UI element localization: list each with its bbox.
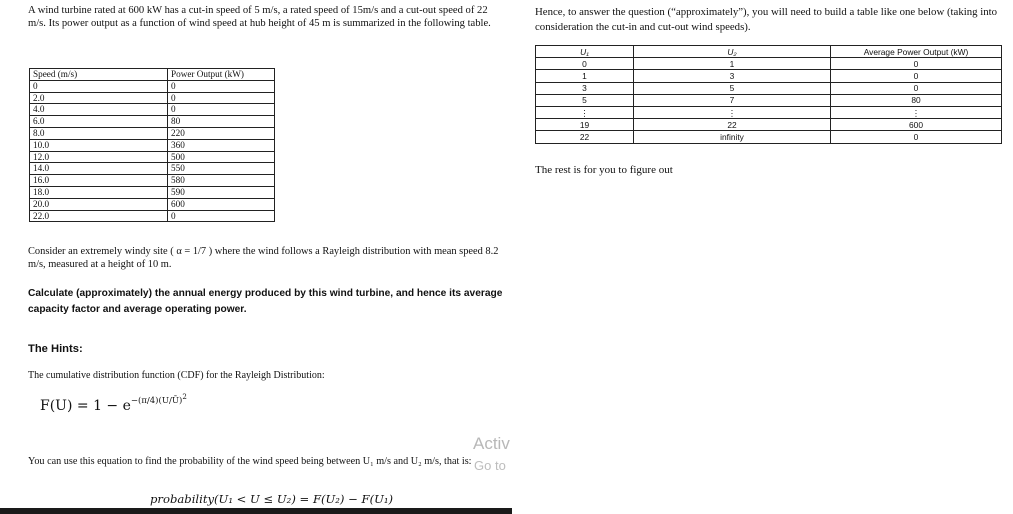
question-text: Calculate (approximately) the annual energy produced by this wind turbine, and hence its average capacity factor and average operating power. xyxy=(28,288,503,316)
avg-power-cell: ⋮ xyxy=(831,106,1002,118)
speed-cell: 8.0 xyxy=(30,127,168,139)
power-column-header: Power Output (kW) xyxy=(168,69,275,81)
power-cell: 0 xyxy=(168,210,275,222)
goto-watermark: Go to xyxy=(474,458,506,473)
table-row xyxy=(536,82,1002,94)
problem-intro: A wind turbine rated at 600 kW has a cut-in speed of 5 m/s, a rated speed of 15m/s and a cut-out speed of 22 m/s. Its power output as a function of wind speed at hub height of 45 m is summarized in the following table. xyxy=(28,5,491,30)
speed-cell: 16.0 xyxy=(30,175,168,187)
table-row xyxy=(536,58,1002,70)
table-row xyxy=(30,186,275,198)
avg-power-cell: 0 xyxy=(831,82,1002,94)
table-row xyxy=(30,210,275,222)
power-cell: 360 xyxy=(168,139,275,151)
table-row xyxy=(536,106,1002,118)
power-cell: 550 xyxy=(168,163,275,175)
avg-power-cell: 80 xyxy=(831,94,1002,106)
speed-cell: 0 xyxy=(30,80,168,92)
speed-cell: 20.0 xyxy=(30,198,168,210)
u2-cell: infinity xyxy=(634,131,831,143)
bottom-edge-bar xyxy=(0,508,512,514)
speed-cell: 6.0 xyxy=(30,116,168,128)
u2-cell: 1 xyxy=(634,58,831,70)
u1-cell: ⋮ xyxy=(536,106,634,118)
speed-range-table xyxy=(535,45,1002,144)
u1-cell: 19 xyxy=(536,119,634,131)
avg-power-cell: 0 xyxy=(831,131,1002,143)
cdf-formula-lhs: F(U) = 1 − e xyxy=(40,398,131,414)
u1-cell: 0 xyxy=(536,58,634,70)
table-row xyxy=(30,175,275,187)
table-row xyxy=(30,116,275,128)
u2-cell: ⋮ xyxy=(634,106,831,118)
avg-power-column-header: Average Power Output (kW) xyxy=(831,46,1002,58)
power-cell: 0 xyxy=(168,92,275,104)
cdf-description: The cumulative distribution function (CDF) for the Rayleigh Distribution: xyxy=(28,370,325,381)
u2-cell: 7 xyxy=(634,94,831,106)
table-row xyxy=(30,104,275,116)
range-header-row xyxy=(536,46,1002,58)
u2-cell: 22 xyxy=(634,119,831,131)
cdf-exponent-body: −(π/4)(U/Ū) xyxy=(130,396,183,406)
speed-cell: 2.0 xyxy=(30,92,168,104)
power-cell: 600 xyxy=(168,198,275,210)
avg-power-cell: 600 xyxy=(831,119,1002,131)
power-cell: 590 xyxy=(168,186,275,198)
table-row xyxy=(30,163,275,175)
table-row xyxy=(30,92,275,104)
u1-cell: 3 xyxy=(536,82,634,94)
table-row xyxy=(30,151,275,163)
table-row xyxy=(536,131,1002,143)
speed-column-header: Speed (m/s) xyxy=(30,69,168,81)
table-row xyxy=(30,80,275,92)
u2-cell: 5 xyxy=(634,82,831,94)
table-header-row xyxy=(30,69,275,81)
speed-cell: 18.0 xyxy=(30,186,168,198)
activate-watermark: Activ xyxy=(473,434,510,453)
hint-intro: Hence, to answer the question (“approximately”), you will need to build a table like one below (taking into consideration the cut-in and cut-out wind speeds). xyxy=(535,6,998,33)
u1-cell: 22 xyxy=(536,131,634,143)
u1-cell: 1 xyxy=(536,70,634,82)
u2-cell: 3 xyxy=(634,70,831,82)
closing-note: The rest is for you to figure out xyxy=(535,164,673,176)
table-row xyxy=(536,119,1002,131)
table-row xyxy=(536,94,1002,106)
table-row xyxy=(30,139,275,151)
avg-power-cell: 0 xyxy=(831,70,1002,82)
speed-cell: 4.0 xyxy=(30,104,168,116)
hints-heading: The Hints: xyxy=(28,343,83,355)
speed-power-table xyxy=(29,68,275,222)
power-cell: 220 xyxy=(168,127,275,139)
cdf-formula-exponent xyxy=(130,392,187,406)
cdf-exponent-power: 2 xyxy=(182,392,187,402)
speed-cell: 12.0 xyxy=(30,151,168,163)
speed-cell: 22.0 xyxy=(30,210,168,222)
u1-cell: 5 xyxy=(536,94,634,106)
power-cell: 80 xyxy=(168,116,275,128)
speed-cell: 14.0 xyxy=(30,163,168,175)
site-description: Consider an extremely windy site ( α = 1/7 ) where the wind follows a Rayleigh distribution with mean speed 8.2 m/s, measured at a height of 10 m. xyxy=(28,246,499,270)
power-cell: 0 xyxy=(168,80,275,92)
power-cell: 0 xyxy=(168,104,275,116)
u1-column-header: U₁ xyxy=(536,46,634,58)
power-cell: 500 xyxy=(168,151,275,163)
probability-formula: probability(U₁ < U ≤ U₂) = F(U₂) − F(U₁) xyxy=(150,492,394,506)
probability-description: You can use this equation to find the probability of the wind speed being between U₁ m/s and U₂ m/s, that is: xyxy=(28,456,472,467)
u2-column-header: U₂ xyxy=(634,46,831,58)
table-row xyxy=(536,70,1002,82)
table-row xyxy=(30,127,275,139)
table-row xyxy=(30,198,275,210)
power-cell: 580 xyxy=(168,175,275,187)
speed-cell: 10.0 xyxy=(30,139,168,151)
avg-power-cell: 0 xyxy=(831,58,1002,70)
cdf-formula xyxy=(40,392,187,414)
